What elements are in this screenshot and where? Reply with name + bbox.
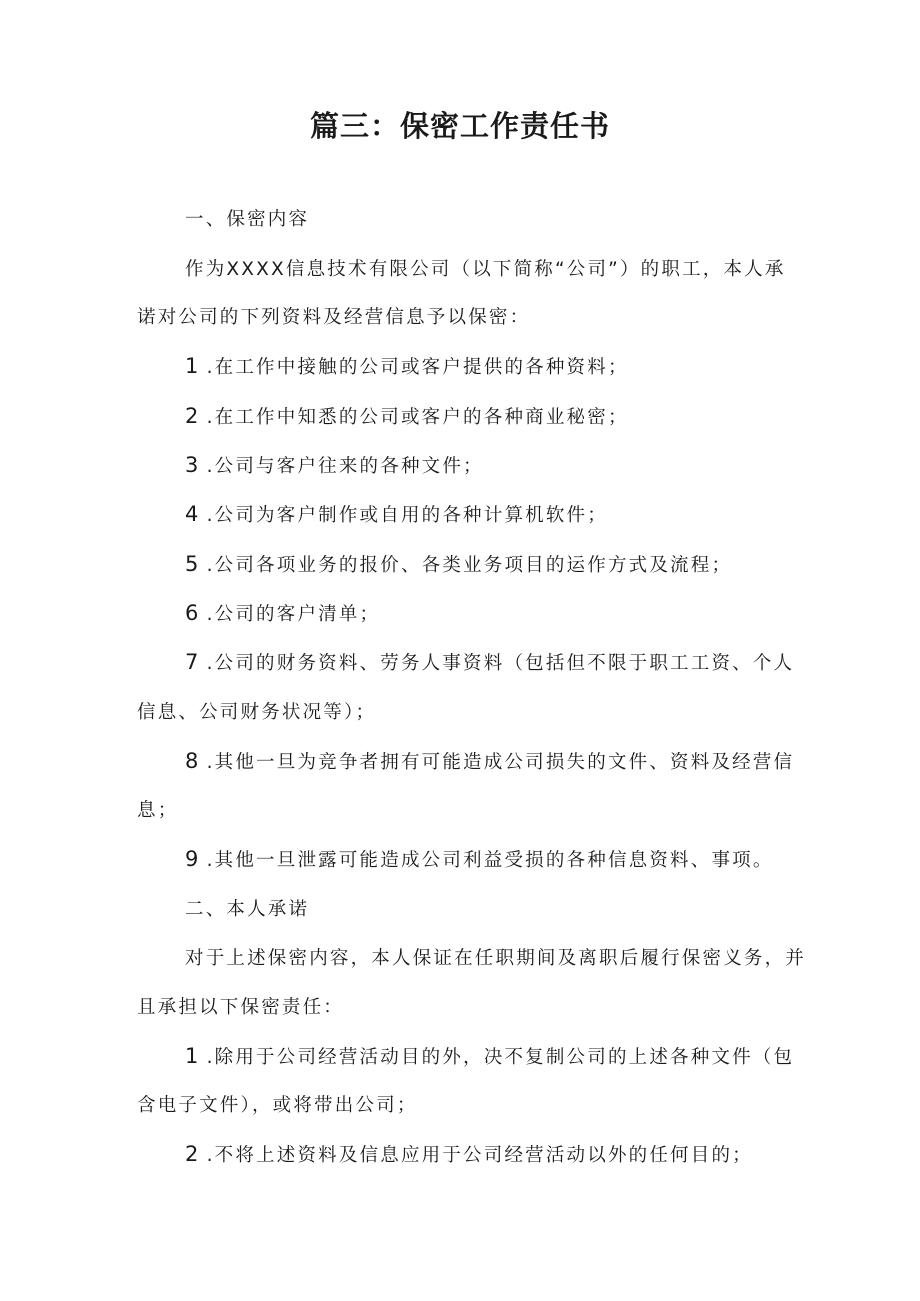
list-item-number: 1 [185, 1044, 201, 1068]
list-item [185, 490, 845, 540]
list-item-text: .其他一旦为竞争者拥有可能造成公司损失的文件、资料及经营信 [206, 752, 795, 773]
intro-paragraph-line1: 作为XXXX信息技术有限公司（以下简称“公司”）的职工，本人承 [185, 259, 786, 280]
list-item [185, 1130, 845, 1180]
list-item-text: .在工作中知悉的公司或客户的各种商业秘密； [206, 407, 629, 428]
list-item-text: .除用于公司经营活动目的外，决不复制公司的上述各种文件（包 [206, 1047, 795, 1068]
section-heading-personal-commitment: 二、本人承诺 [185, 899, 310, 920]
list-item-number: 9 [185, 847, 201, 871]
list-item [185, 441, 845, 491]
list-item-text: .其他一旦泄露可能造成公司利益受损的各种信息资料、事项。 [206, 850, 774, 871]
list-item-text: .公司的财务资料、劳务人事资料（包括但不限于职工工资、个人 [206, 653, 795, 674]
list-item-number: 6 [185, 601, 201, 625]
page-title: 篇三：保密工作责任书 [309, 109, 610, 143]
list-item-number: 2 [185, 1142, 201, 1166]
list-item [185, 1032, 845, 1082]
promise-paragraph-line2: 且承担以下保密责任： [137, 997, 345, 1018]
list-item [185, 835, 845, 885]
list-item-continuation: 含电子文件），或将带出公司； [137, 1095, 418, 1116]
list-item [185, 737, 845, 787]
list-item [185, 540, 845, 590]
list-item [185, 392, 845, 442]
list-item [185, 342, 845, 392]
list-item-number: 7 [185, 650, 201, 674]
list-item-number: 1 [185, 354, 201, 378]
list-item-text: .公司与客户往来的各种文件； [206, 456, 484, 477]
list-item-text: .在工作中接触的公司或客户提供的各种资料； [206, 357, 629, 378]
intro-paragraph-line2: 诺对公司的下列资料及经营信息予以保密： [137, 307, 531, 328]
list-item-number: 4 [185, 502, 201, 526]
list-item-number: 2 [185, 404, 201, 428]
list-item-continuation: 息； [137, 800, 179, 821]
list-item [185, 589, 845, 639]
list-item-continuation: 信息、公司财务状况等）； [137, 702, 377, 723]
list-item-text: .不将上述资料及信息应用于公司经营活动以外的任何目的； [206, 1145, 753, 1166]
list-item-text: .公司为客户制作或自用的各种计算机软件； [206, 505, 608, 526]
list-item-number: 3 [185, 453, 201, 477]
list-item-text: .公司各项业务的报价、各类业务项目的运作方式及流程； [206, 555, 733, 576]
list-item-text: .公司的客户清单； [206, 604, 381, 625]
list-item-number: 8 [185, 749, 201, 773]
section-heading-confidential-content: 一、保密内容 [185, 209, 310, 230]
list-item-number: 5 [185, 552, 201, 576]
promise-paragraph-line1: 对于上述保密内容，本人保证在任职期间及离职后履行保密义务，并 [185, 948, 807, 969]
list-item [185, 638, 845, 688]
